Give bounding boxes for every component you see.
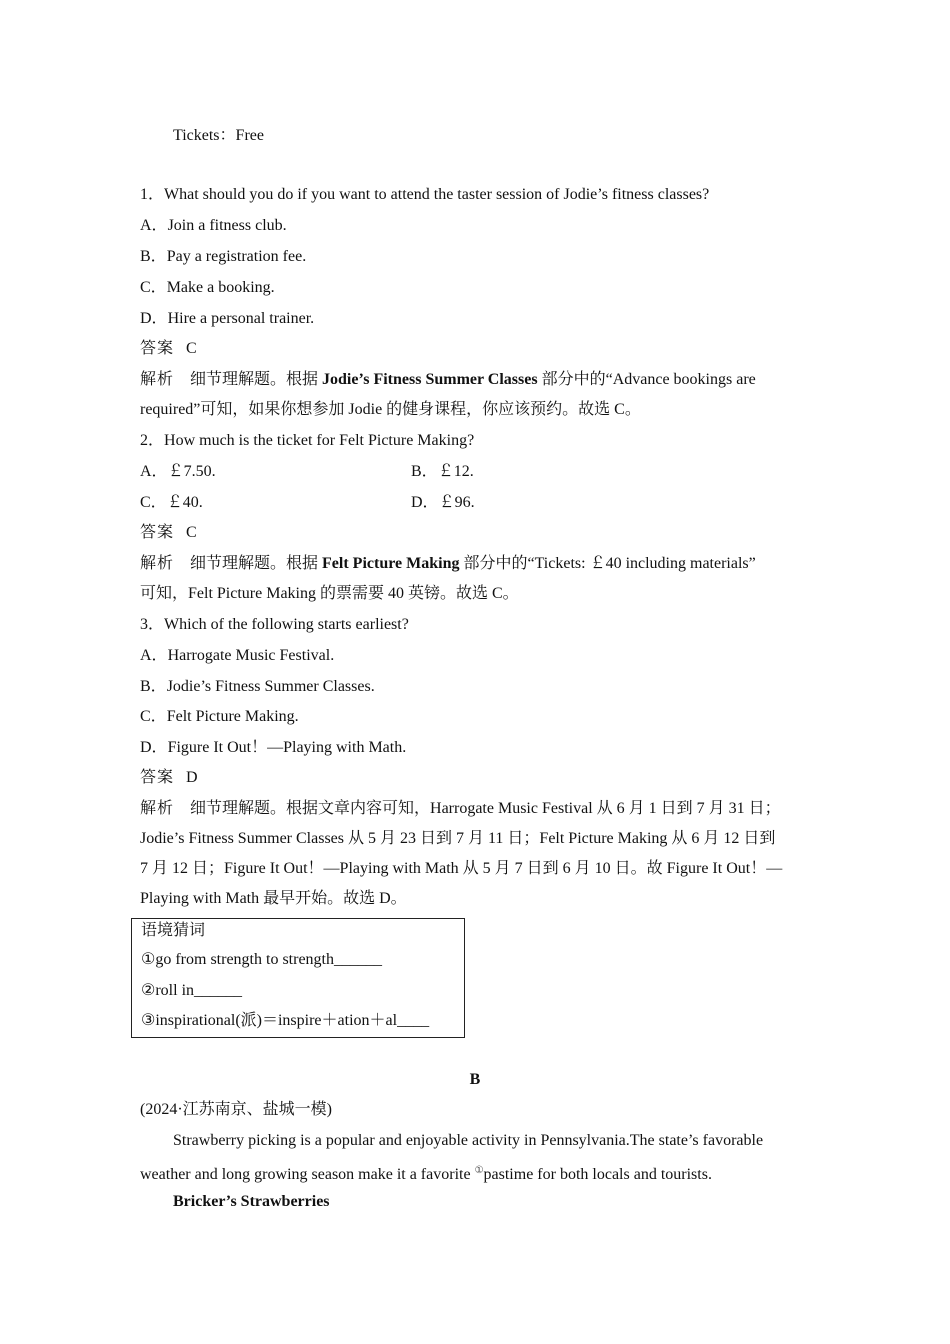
q3-option-d: D．Figure It Out！—Playing with Math. (140, 739, 407, 756)
q2-option-a: A．￡7.50. (140, 463, 216, 480)
q1-option-d: D．Hire a personal trainer. (140, 310, 315, 327)
q1-option-a: A．Join a fitness club. (140, 217, 287, 234)
q2-option-c: C．￡40. (140, 494, 203, 511)
q2-answer: 答案 C (140, 524, 197, 541)
tickets-line: Tickets：Free (173, 127, 264, 144)
section-heading: B (469, 1071, 481, 1088)
q2-option-d: D．￡96. (411, 494, 475, 511)
q1-option-c: C．Make a booking. (140, 279, 275, 296)
q1-option-b: B．Pay a registration fee. (140, 248, 307, 265)
q3-analysis-line4: Playing with Math 最早开始。故选 D。 (140, 890, 407, 907)
passage-line-2: weather and long growing season make it a favorite ①pastime for both locals and tourists. (140, 1165, 712, 1183)
vocab-box (131, 918, 465, 1038)
q3-option-b: B．Jodie’s Fitness Summer Classes. (140, 678, 375, 695)
q1-analysis: 解析 细节理解题。根据 Jodie’s Fitness Summer Classes 部分中的“Advance bookings are (140, 371, 756, 388)
question-1: 1．What should you do if you want to attend the taster session of Jodie’s fitness classes? (140, 186, 710, 203)
q3-analysis: 解析 细节理解题。根据文章内容可知，Harrogate Music Festival 从 6 月 1 日到 7 月 31 日； (140, 800, 781, 817)
vocab-item-3: ③inspirational(派)＝inspire＋ation＋al____ (141, 1012, 430, 1029)
q3-option-c: C．Felt Picture Making. (140, 708, 299, 725)
q2-analysis: 解析 细节理解题。根据 Felt Picture Making 部分中的“Tickets: ￡40 including materials” (140, 555, 756, 572)
vocab-item-2: ②roll in______ (141, 982, 243, 999)
subheading: Bricker’s Strawberries (173, 1193, 330, 1210)
q1-analysis-line2: required”可知，如果你想参加 Jodie 的健身课程，你应该预约。故选 C。 (140, 401, 641, 418)
vocab-item-1: ①go from strength to strength______ (141, 951, 382, 968)
question-2: 2．How much is the ticket for Felt Picture Making? (140, 432, 475, 449)
q3-analysis-line2: Jodie’s Fitness Summer Classes 从 5 月 23 日到 7 月 11 日；Felt Picture Making 从 6 月 12 日到 (140, 830, 776, 847)
footnote-marker: ① (474, 1165, 484, 1176)
q3-option-a: A．Harrogate Music Festival. (140, 647, 335, 664)
q1-answer: 答案 C (140, 340, 197, 357)
section-source: (2024·江苏南京、盐城一模) (140, 1101, 332, 1118)
q3-answer: 答案 D (140, 769, 198, 786)
passage-line-1: Strawberry picking is a popular and enjoyable activity in Pennsylvania.The state’s favorable (173, 1132, 764, 1149)
question-3: 3．Which of the following starts earliest? (140, 616, 409, 633)
q2-analysis-line2: 可知，Felt Picture Making 的票需要 40 英镑。故选 C。 (140, 585, 519, 602)
q3-analysis-line3: 7 月 12 日；Figure It Out！—Playing with Math 从 5 月 7 日到 6 月 10 日。故 Figure It Out！— (140, 860, 783, 877)
vocab-box-title: 语境猜词 (141, 922, 206, 939)
q2-option-b: B．￡12. (411, 463, 474, 480)
